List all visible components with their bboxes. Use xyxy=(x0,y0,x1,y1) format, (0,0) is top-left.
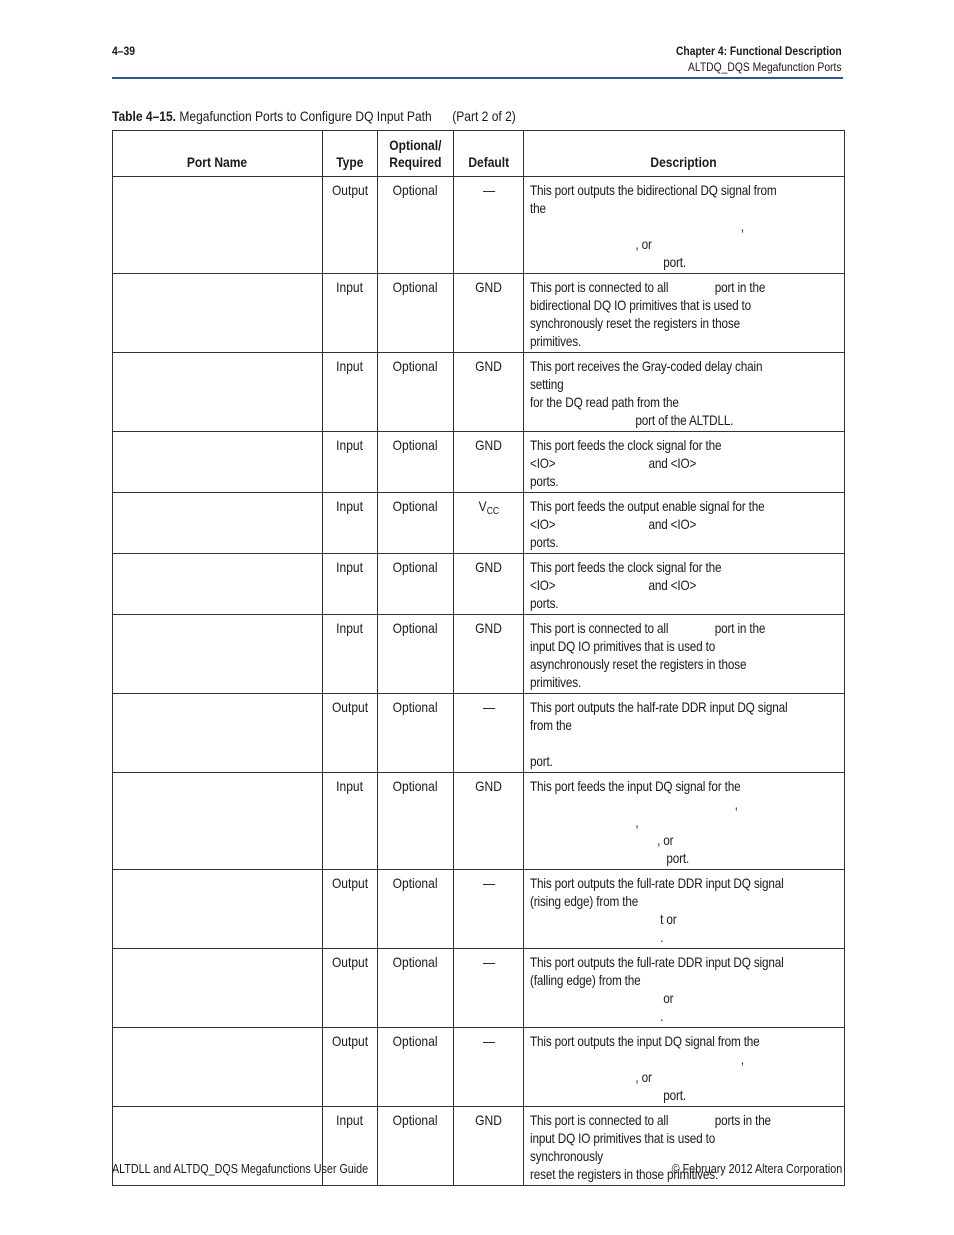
port-name-cell xyxy=(113,177,323,274)
table-part: (Part 2 of 2) xyxy=(452,108,516,124)
port-name-cell xyxy=(113,694,323,773)
table-title: Megafunction Ports to Configure DQ Input Path xyxy=(179,108,432,124)
default-cell: — xyxy=(454,177,524,274)
header-rule xyxy=(112,77,843,79)
required-cell: Optional xyxy=(378,554,454,615)
section-title: ALTDQ_DQS Megafunction Ports xyxy=(688,60,842,74)
default-cell: GND xyxy=(454,432,524,493)
table-row xyxy=(113,1028,845,1107)
type-cell: Output xyxy=(323,949,378,1028)
description-cell: This port is connected to all port in the input DQ IO primitives that is used to asynchronously reset the registers in those primitives. xyxy=(524,615,845,694)
type-cell: Input xyxy=(323,1107,378,1186)
required-cell: Optional xyxy=(378,274,454,353)
port-name-cell xyxy=(113,493,323,554)
description-cell: This port is connected to all ports in the input DQ IO primitives that is used to synchronously reset the registers in those primitives. xyxy=(524,1107,845,1186)
col-optional-required: Optional/ Required xyxy=(378,131,454,177)
type-cell: Output xyxy=(323,177,378,274)
type-cell: Input xyxy=(323,493,378,554)
default-cell: GND xyxy=(454,274,524,353)
port-name-cell xyxy=(113,353,323,432)
required-cell: Optional xyxy=(378,1028,454,1107)
default-cell: — xyxy=(454,1028,524,1107)
description-cell: This port feeds the clock signal for the <IO> and <IO> ports. xyxy=(524,432,845,493)
default-cell: GND xyxy=(454,615,524,694)
type-cell: Input xyxy=(323,554,378,615)
default-cell: GND xyxy=(454,773,524,870)
table-header-row xyxy=(113,131,845,177)
description-cell: This port receives the Gray-coded delay chain setting for the DQ read path from the port of the ALTDLL. xyxy=(524,353,845,432)
table-row xyxy=(113,177,845,274)
required-cell: Optional xyxy=(378,353,454,432)
description-cell: This port feeds the clock signal for the <IO> and <IO> ports. xyxy=(524,554,845,615)
required-cell: Optional xyxy=(378,432,454,493)
table-row xyxy=(113,493,845,554)
required-cell: Optional xyxy=(378,694,454,773)
table-caption xyxy=(112,108,582,124)
default-cell: $V_{CC}$ xyxy=(454,493,524,554)
table-row xyxy=(113,274,845,353)
type-cell: Output xyxy=(323,694,378,773)
description-cell: This port outputs the full-rate DDR input DQ signal (falling edge) from the or . xyxy=(524,949,845,1028)
description-cell: This port is connected to all port in the bidirectional DQ IO primitives that is used to synchronously reset the registers in those primitives. xyxy=(524,274,845,353)
type-cell: Input xyxy=(323,353,378,432)
description-cell: This port feeds the output enable signal for the <IO> and <IO> ports. xyxy=(524,493,845,554)
type-cell: Input xyxy=(323,274,378,353)
default-cell: — xyxy=(454,949,524,1028)
port-name-cell xyxy=(113,615,323,694)
table-label: Table 4–15. xyxy=(112,108,177,124)
required-cell: Optional xyxy=(378,870,454,949)
port-name-cell xyxy=(113,949,323,1028)
table-row xyxy=(113,353,845,432)
chapter-title: Chapter 4: Functional Description xyxy=(676,44,842,58)
port-name-cell xyxy=(113,274,323,353)
type-cell: Input xyxy=(323,615,378,694)
default-cell: GND xyxy=(454,353,524,432)
default-cell: — xyxy=(454,694,524,773)
port-name-cell xyxy=(113,554,323,615)
description-cell: This port outputs the input DQ signal from the , , or port. xyxy=(524,1028,845,1107)
port-name-cell xyxy=(113,1028,323,1107)
default-cell: — xyxy=(454,870,524,949)
required-cell: Optional xyxy=(378,1107,454,1186)
col-description: Description xyxy=(524,131,845,177)
table-row xyxy=(113,432,845,493)
description-cell: This port outputs the half-rate DDR input DQ signal from the port. xyxy=(524,694,845,773)
table-row xyxy=(113,694,845,773)
col-default: Default xyxy=(454,131,524,177)
required-cell: Optional xyxy=(378,177,454,274)
required-cell: Optional xyxy=(378,949,454,1028)
default-cell: GND xyxy=(454,554,524,615)
table-row xyxy=(113,870,845,949)
running-header xyxy=(649,43,842,75)
required-cell: Optional xyxy=(378,773,454,870)
port-name-cell xyxy=(113,773,323,870)
default-cell: GND xyxy=(454,1107,524,1186)
type-cell: Input xyxy=(323,432,378,493)
footer-copyright: © February 2012 Altera Corporation xyxy=(671,1162,842,1176)
table-row xyxy=(113,773,845,870)
type-cell: Input xyxy=(323,773,378,870)
ports-table xyxy=(112,130,845,1186)
footer-guide-title: ALTDLL and ALTDQ_DQS Megafunctions User Guide xyxy=(112,1162,369,1176)
col-port-name: Port Name xyxy=(113,131,323,177)
description-cell: This port outputs the full-rate DDR input DQ signal (rising edge) from the t or . xyxy=(524,870,845,949)
required-cell: Optional xyxy=(378,493,454,554)
description-cell: This port outputs the bidirectional DQ signal from the , , or port. xyxy=(524,177,845,274)
required-cell: Optional xyxy=(378,615,454,694)
page-number: 4–39 xyxy=(112,44,135,58)
table-row xyxy=(113,554,845,615)
description-cell: This port feeds the input DQ signal for the , , , or port. xyxy=(524,773,845,870)
col-type: Type xyxy=(323,131,378,177)
table-row xyxy=(113,949,845,1028)
type-cell: Output xyxy=(323,1028,378,1107)
table-row xyxy=(113,615,845,694)
port-name-cell xyxy=(113,432,323,493)
type-cell: Output xyxy=(323,870,378,949)
port-name-cell xyxy=(113,870,323,949)
